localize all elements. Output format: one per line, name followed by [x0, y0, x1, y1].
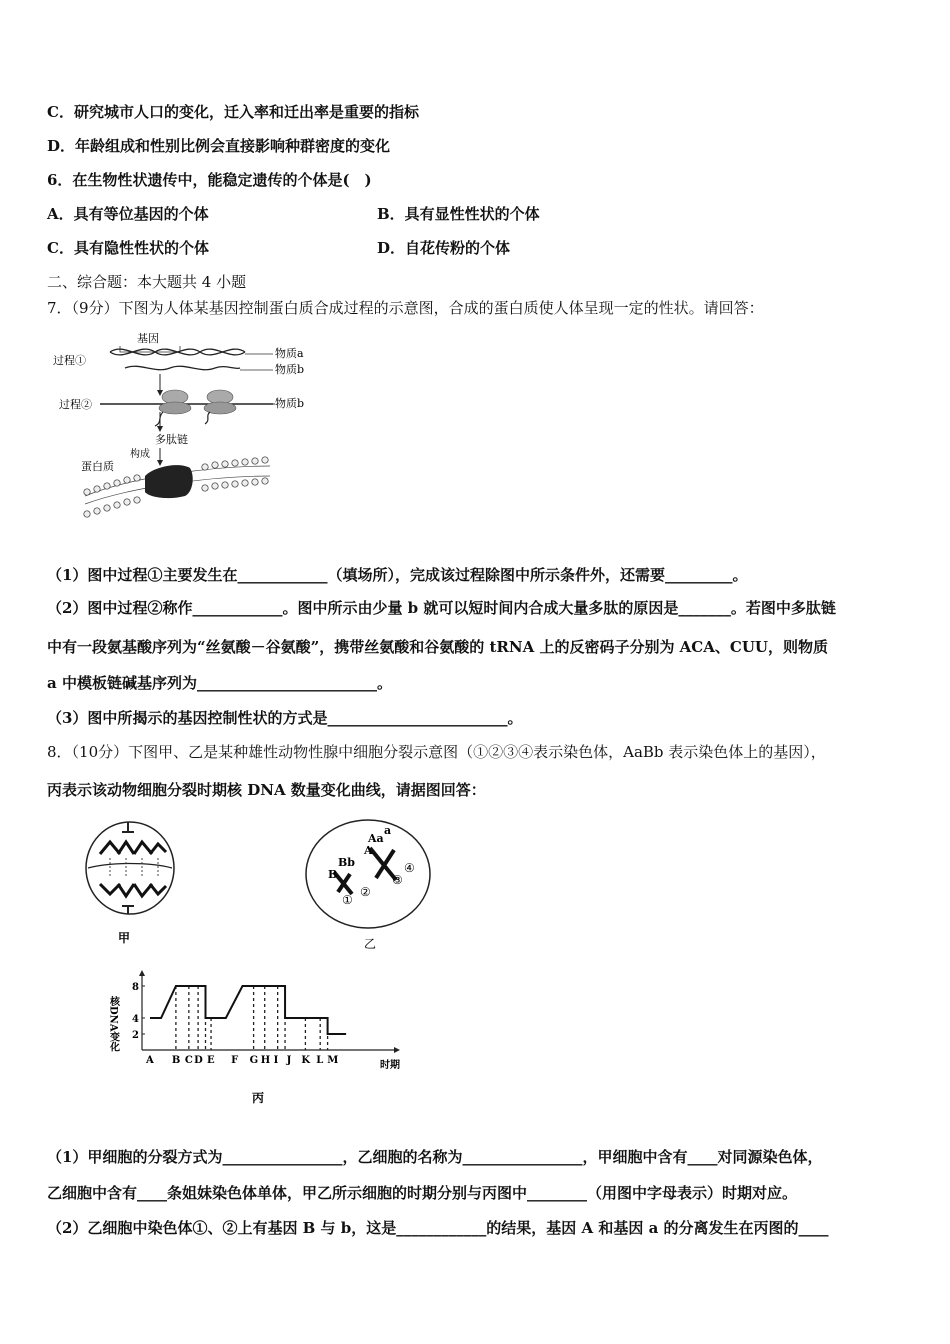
fig-bing-chart [100, 966, 420, 1112]
fig-polypeptide: 多肽链 [155, 433, 188, 446]
q8-stem-1: 8．（10分）下图甲、乙是某种雄性动物性腺中细胞分裂示意图（①②③④表示染色体，AaBb 表示染色体上的基因）， [47, 743, 826, 761]
fig-gene-label: 基因 [137, 332, 159, 345]
q8-sub-2: （2）乙细胞中染色体①、②上有基因 B 与 b，这是____________的结果，基因 A 和基因 a 的分离发生在丙图的____ [47, 1219, 829, 1237]
q6-option-d: D．自花传粉的个体 [377, 239, 511, 257]
gene-b: B [328, 868, 338, 881]
chart-xtick-label: H [260, 1055, 271, 1066]
chart-xlabel: 时期 [380, 1060, 400, 1071]
chart-title: 丙 [252, 1091, 265, 1105]
q6-option-a: A．具有等位基因的个体 [47, 205, 209, 223]
q8-stem-2: 丙表示该动物细胞分裂时期核 DNA 数量变化曲线，请据图回答： [47, 781, 486, 799]
fig-protein: 蛋白质 [81, 460, 114, 473]
q8-sub-1b: 乙细胞中含有____条姐妹染色体单体，甲乙所示细胞的时期分别与丙图中________（用图中字母表示）时期对应。 [47, 1184, 798, 1202]
q8-sub-1a: （1）甲细胞的分裂方式为________________，乙细胞的名称为________________，甲细胞中含有____对同源染色体， [47, 1148, 823, 1166]
chromosome-1: ① [342, 893, 353, 907]
chart-ytick-label: 2 [132, 1030, 139, 1041]
fig-substance-b-2: 物质b [275, 397, 305, 410]
q7-figure [45, 326, 365, 536]
fig-substance-b-1: 物质b [275, 363, 305, 376]
chart-xtick-label: K [301, 1055, 311, 1066]
q7-sub-3: （3）图中所揭示的基因控制性状的方式是________________________。 [47, 709, 523, 727]
gene-a-upper: A [364, 844, 373, 857]
fig-jia [80, 818, 190, 958]
fig-process-2: 过程② [59, 398, 92, 411]
q6-option-b: B．具有显性性状的个体 [377, 205, 540, 223]
fig-process-1: 过程① [53, 354, 86, 367]
fig-yi [300, 818, 440, 958]
chart-xtick-label: C [184, 1055, 193, 1066]
chart-xtick-label: E [207, 1055, 215, 1066]
chart-xtick-label: I [273, 1055, 279, 1066]
q7-sub-2a: （2）图中过程②称作____________。图中所示由少量 b 就可以短时间内合成大量多肽的原因是_______。若图中多肽链 [47, 599, 836, 617]
chart-xtick-label: D [194, 1055, 203, 1066]
fig-yi-label: 乙 [364, 937, 377, 951]
chart-xtick-label: L [316, 1055, 324, 1066]
q7-sub-1: （1）图中过程①主要发生在____________（填场所），完成该过程除图中所示条件外，还需要_________。 [47, 566, 748, 584]
q5-option-d: D．年龄组成和性别比例会直接影响种群密度的变化 [47, 137, 391, 155]
gene-bb: Bb [338, 856, 355, 869]
chromosome-3: ③ [392, 873, 403, 887]
q7-sub-2c: a 中模板链碱基序列为________________________。 [47, 674, 392, 692]
chart-ytick-label: 4 [132, 1014, 139, 1025]
chart-xtick-label: J [286, 1055, 292, 1066]
chart-xtick-label: G [249, 1055, 259, 1066]
q7-sub-2b: 中有一段氨基酸序列为“丝氨酸－谷氨酸”，携带丝氨酸和谷氨酸的 tRNA 上的反密码子分别为 ACA、CUU，则物质 [47, 638, 828, 656]
chart-series-line [150, 986, 346, 1034]
chart-xtick-label: M [327, 1055, 339, 1066]
gene-aa: Aa [368, 832, 384, 845]
chart-ytick-label: 8 [132, 982, 139, 993]
q6-stem: 6．在生物性状遗传中，能稳定遗传的个体是( ) [47, 171, 372, 189]
gene-a-lower: a [384, 824, 392, 837]
chart-xtick-label: B [171, 1055, 181, 1066]
fig-jia-label: 甲 [118, 931, 131, 945]
fig-substance-a: 物质a [275, 347, 304, 360]
chart-xtick-label: F [231, 1055, 239, 1066]
q7-stem: 7．（9分）下图为人体某基因控制蛋白质合成过程的示意图，合成的蛋白质使人体呈现一定的性状。请回答： [47, 299, 764, 317]
fig-compose: 构成 [130, 449, 150, 460]
chromosome-2: ② [360, 885, 371, 899]
q5-option-c: C．研究城市人口的变化，迁入率和迁出率是重要的指标 [47, 103, 419, 121]
chart-ylabel: 核DNA变化 [107, 996, 119, 1052]
chart-xtick-label: A [146, 1055, 154, 1066]
q6-option-c: C．具有隐性性状的个体 [47, 239, 209, 257]
section-heading: 二、综合题：本大题共 4 小题 [47, 273, 247, 291]
chromosome-4: ④ [404, 861, 415, 875]
